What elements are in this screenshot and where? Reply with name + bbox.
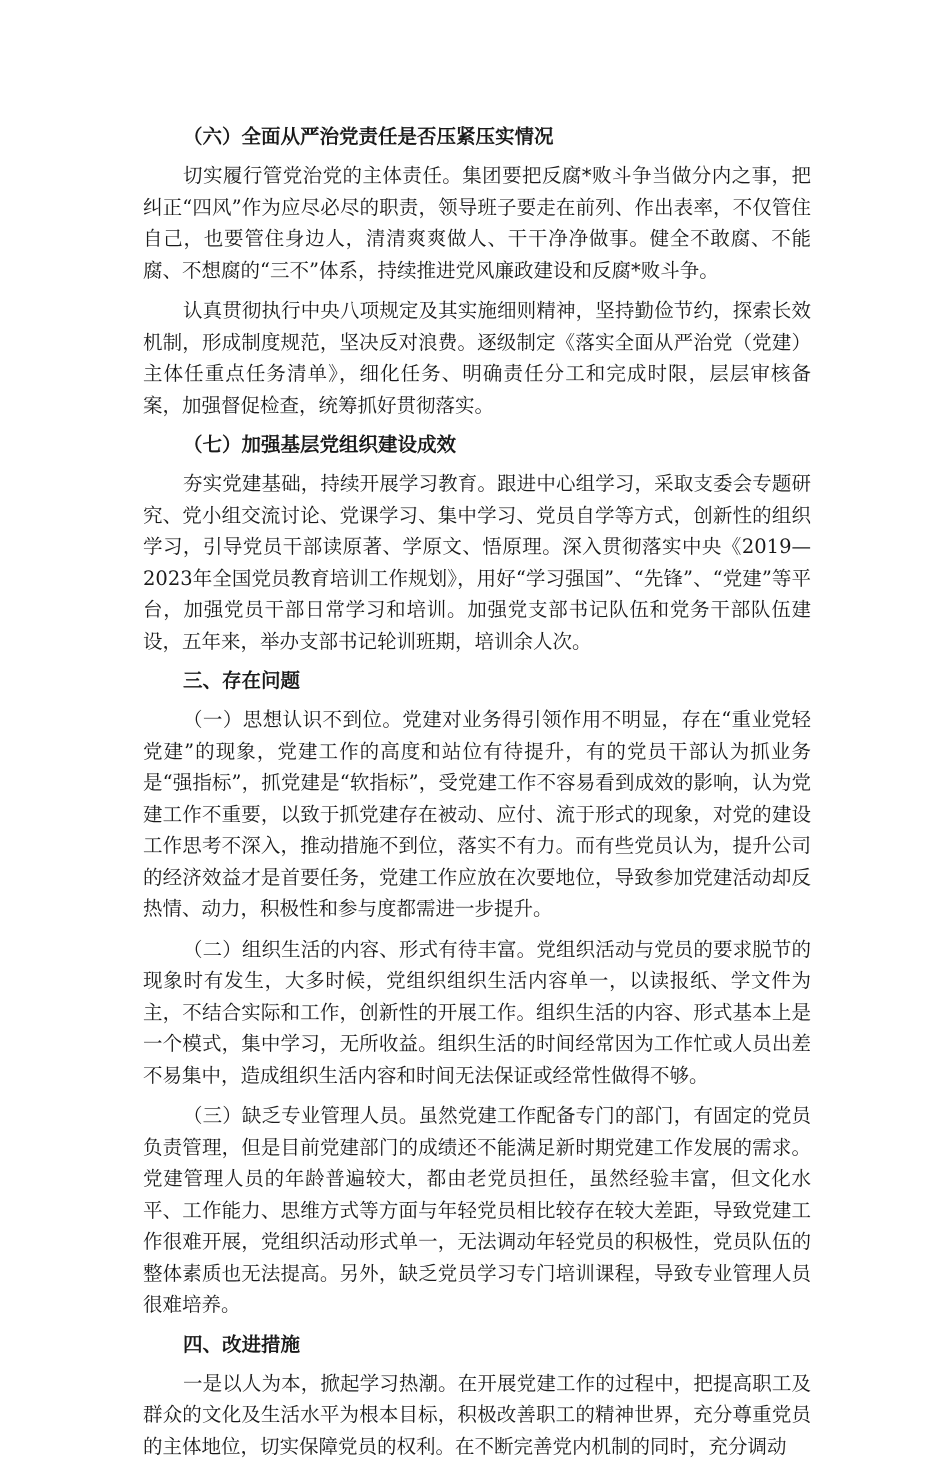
paragraph: （三）缺乏专业管理人员。虽然党建工作配备专门的部门，有固定的党员负责管理，但是目前党建部门的成绩还不能满足新时期党建工作发展的需求。党建管理人员的年龄普遍较大，都由老党员担任，虽然经验丰富，但文化水平、工作能力、思维方式等方面与年轻党员相比较存在较大差距，导致党建工作很难开展，党组织活动形式单一，无法调动年轻党员的积极性，党员队伍的整体素质也无法提高。另外，缺乏党员学习专门培训课程，导致专业管理人员很难培养。 <box>143 1104 811 1316</box>
section-heading-problems: 三、存在问题 <box>183 669 301 692</box>
section-heading-measures: 四、改进措施 <box>183 1332 301 1356</box>
paragraph: 一是以人为本，掀起学习热潮。在开展党建工作的过程中，把提高职工及群众的文化及生活水平为根本目标，积极改善职工的精神世界，充分尊重党员的主体地位，切实保障党员的权利。在不断完善党内机制的同时，充分调动 <box>143 1371 811 1458</box>
paragraph: 切实履行管党治党的主体责任。集团要把反腐*败斗争当做分内之事，把纠正“四风”作为应尽必尽的职责，领导班子要走在前列、作出表率，不仅管住自己，也要管住身边人，清清爽爽做人、干干净净做事。健全不敢腐、不能腐、不想腐的“三不”体系，持续推进党风廉政建设和反腐*败斗争。 <box>143 164 811 282</box>
paragraph: （二）组织生活的内容、形式有待丰富。党组织活动与党员的要求脱节的现象时有发生，大多时候，党组织组织生活内容单一，以读报纸、学文件为主，不结合实际和工作，创新性的开展工作。组织生活的内容、形式基本上是一个模式，集中学习，无所收益。组织生活的时间经常因为工作忙或人员出差不易集中，造成组织生活内容和时间无法保证或经常性做得不够。 <box>143 937 811 1087</box>
section-heading-7: （七）加强基层党组织建设成效 <box>183 433 457 456</box>
section-heading-6: （六）全面从严治党责任是否压紧压实情况 <box>183 125 554 148</box>
paragraph: （一）思想认识不到位。党建对业务得引领作用不明显，存在“重业党轻党建”的现象，党建工作的高度和站位有待提升，有的党员干部认为抓业务是“强指标”，抓党建是“软指标”，受党建工作不容易看到成效的影响，认为党建工作不重要，以致于抓党建存在被动、应付、流于形式的现象，对党的建设工作思考不深入，推动措施不到位，落实不有力。而有些党员认为，提升公司的经济效益才是首要任务，党建工作应放在次要地位，导致参加党建活动却反热情、动力，积极性和参与度都需进一步提升。 <box>143 708 811 920</box>
paragraph: 夯实党建基础，持续开展学习教育。跟进中心组学习，采取支委会专题研究、党小组交流讨论、党课学习、集中学习、党员自学等方式，创新性的组织学习，引导党员干部读原著、学原文、悟原理。深入贯彻落实中央《2019—2023年全国党员教育培训工作规划》，用好“学习强国”、“先锋”、“党建”等平台，加强党员干部日常学习和培训。加强党支部书记队伍和党务干部队伍建设，五年来，举办支部书记轮训班期，培训余人次。 <box>143 472 811 653</box>
paragraph: 认真贯彻执行中央八项规定及其实施细则精神，坚持勤俭节约，探索长效机制，形成制度规范，坚决反对浪费。逐级制定《落实全面从严治党（党建）主体任重点任务清单》，细化任务、明确责任分工和完成时限，层层审核备案，加强督促检查，统筹抓好贯彻落实。 <box>143 299 811 417</box>
document-body <box>143 122 811 1471</box>
